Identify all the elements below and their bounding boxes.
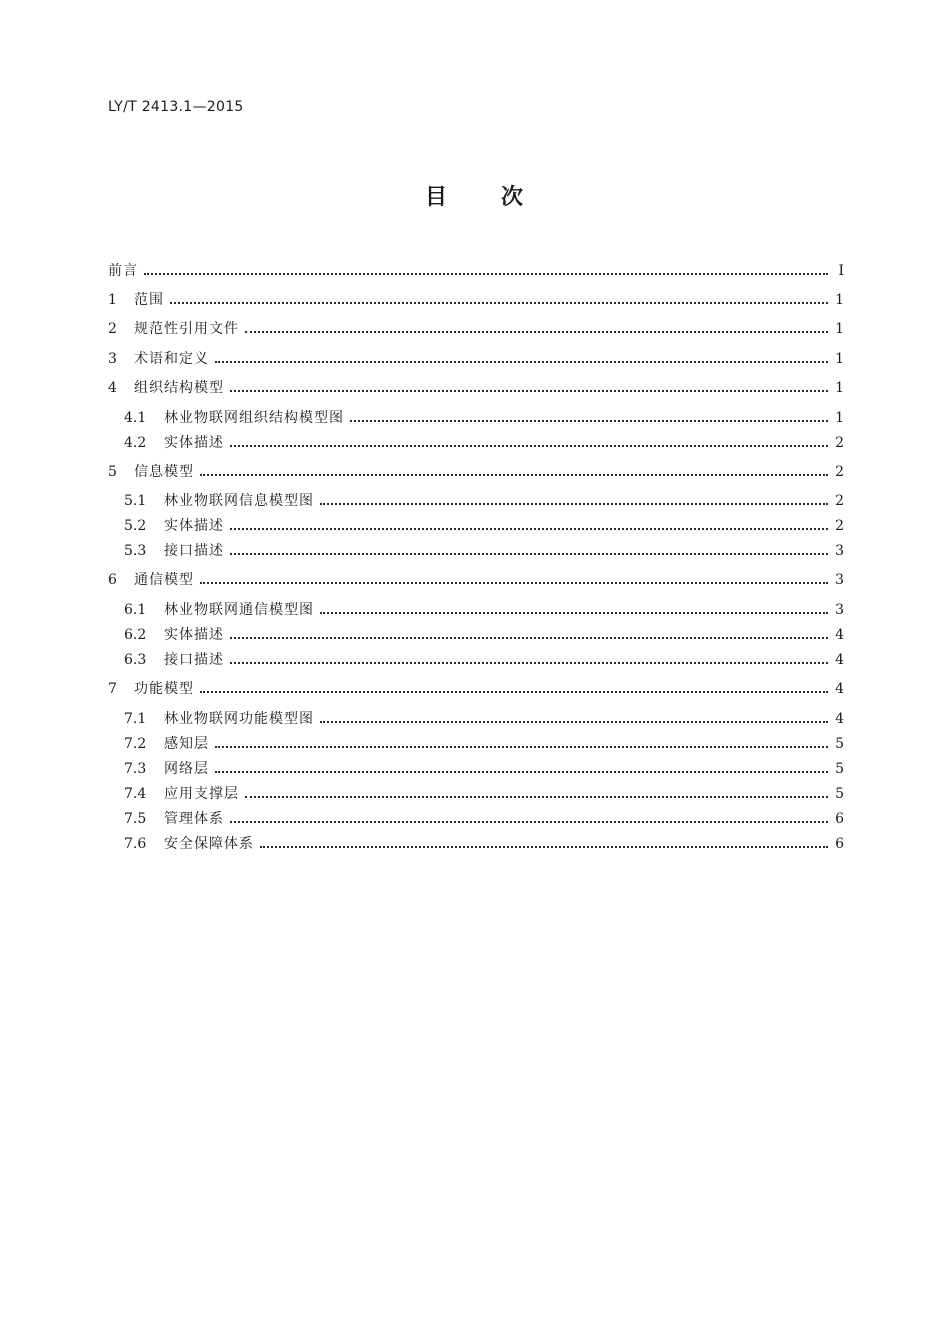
toc-leader-dots [230,820,828,823]
toc-leader-dots [144,272,828,275]
toc-entry-number: 6.2 [124,627,147,643]
toc-entry-label: 网络层 [164,761,209,777]
toc-entry[interactable] [108,261,844,281]
toc-entry-label: 术语和定义 [134,351,209,367]
toc-entry[interactable] [108,319,844,339]
toc-entry-page: 3 [835,543,844,559]
toc-entry[interactable] [124,433,844,453]
toc-leader-dots [230,444,828,447]
standard-code: LY/T 2413.1—2015 [108,99,244,115]
toc-entry-label: 林业物联网信息模型图 [164,493,314,509]
toc-entry-page: 2 [835,464,844,480]
toc-entry-page: 2 [835,493,844,509]
toc-leader-dots [215,745,828,748]
toc-entry[interactable] [124,541,844,561]
toc-leader-dots [320,720,828,723]
toc-entry-label: 前言 [108,263,138,279]
toc-entry-number: 5.2 [124,518,147,534]
toc-entry[interactable] [124,600,844,620]
toc-entry-number: 7 [108,681,117,697]
toc-entry-page: 1 [835,292,844,308]
toc-entry[interactable] [124,516,844,536]
toc-entry-number: 4.1 [124,410,147,426]
toc-leader-dots [350,419,828,422]
toc-entry-page: 1 [835,380,844,396]
toc-entry[interactable] [108,290,844,310]
toc-entry[interactable] [108,349,844,369]
toc-entry[interactable] [124,784,844,804]
toc-entry[interactable] [124,650,844,670]
toc-leader-dots [200,473,828,476]
toc-entry-page: 1 [835,410,844,426]
toc-entry[interactable] [108,462,844,482]
toc-entry-page: 1 [835,351,844,367]
toc-leader-dots [260,845,828,848]
toc-entry-number: 6.3 [124,652,147,668]
toc-entry-page: 5 [835,736,844,752]
toc-entry[interactable] [108,378,844,398]
toc-entry-page: 3 [835,602,844,618]
toc-entry-page: 6 [835,836,844,852]
page-title [0,180,950,211]
toc-entry-label: 功能模型 [134,681,194,697]
toc-entry-page: 3 [835,572,844,588]
toc-entry-number: 7.6 [124,836,147,852]
toc-leader-dots [230,389,828,392]
toc-leader-dots [200,581,828,584]
toc-leader-dots [230,636,828,639]
toc-entry-page: 4 [835,681,844,697]
toc-entry[interactable] [124,809,844,829]
toc-entry-number: 6 [108,572,117,588]
toc-leader-dots [245,795,828,798]
toc-entry-page: 2 [835,435,844,451]
toc-entry[interactable] [124,734,844,754]
page-title-part2: 次 [501,185,526,210]
toc-entry-page: 5 [835,761,844,777]
toc-leader-dots [320,611,828,614]
toc-entry-page: 6 [835,811,844,827]
toc-entry-number: 7.4 [124,786,147,802]
toc-entry[interactable] [124,759,844,779]
toc-leader-dots [245,330,828,333]
toc-entry-label: 管理体系 [164,811,224,827]
toc-entry-number: 5.3 [124,543,147,559]
toc-entry-page: 4 [835,652,844,668]
toc-entry[interactable] [124,625,844,645]
toc-entry[interactable] [108,679,844,699]
toc-entry-page: 1 [835,321,844,337]
toc-leader-dots [215,360,828,363]
toc-entry-page: 2 [835,518,844,534]
toc-entry-number: 1 [108,292,117,308]
toc-entry-label: 通信模型 [134,572,194,588]
toc-entry-number: 7.5 [124,811,147,827]
toc-entry[interactable] [124,709,844,729]
toc-entry-label: 接口描述 [164,543,224,559]
toc-leader-dots [200,690,828,693]
toc-entry-label: 林业物联网功能模型图 [164,711,314,727]
toc-entry[interactable] [124,834,844,854]
toc-entry-label: 应用支撑层 [164,786,239,802]
toc-entry-label: 信息模型 [134,464,194,480]
toc-entry-number: 7.3 [124,761,147,777]
toc-entry[interactable] [124,491,844,511]
toc-leader-dots [320,502,828,505]
toc-leader-dots [230,527,828,530]
toc-entry[interactable] [124,408,844,428]
toc-entry-label: 范围 [134,292,164,308]
toc-entry-label: 规范性引用文件 [134,321,239,337]
toc-entry[interactable] [108,570,844,590]
toc-entry-page: 4 [835,627,844,643]
toc-leader-dots [215,770,828,773]
toc-entry-label: 接口描述 [164,652,224,668]
toc-leader-dots [230,661,828,664]
toc-entry-label: 安全保障体系 [164,836,254,852]
toc-entry-label: 感知层 [164,736,209,752]
toc-entry-number: 2 [108,321,117,337]
toc-entry-page: 4 [835,711,844,727]
page-title-part1: 目 [424,185,449,210]
toc-entry-label: 实体描述 [164,435,224,451]
toc-entry-number: 5.1 [124,493,147,509]
toc-entry-label: 林业物联网通信模型图 [164,602,314,618]
toc-entry-label: 实体描述 [164,518,224,534]
toc-leader-dots [230,552,828,555]
toc-entry-number: 3 [108,351,117,367]
toc-entry-number: 6.1 [124,602,147,618]
toc-entry-number: 7.1 [124,711,147,727]
toc-entry-label: 组织结构模型 [134,380,224,396]
toc-entry-number: 4 [108,380,117,396]
toc-entry-label: 林业物联网组织结构模型图 [164,410,344,426]
toc-entry-page: 5 [835,786,844,802]
toc-entry-label: 实体描述 [164,627,224,643]
toc-entry-number: 7.2 [124,736,147,752]
toc-entry-page: Ⅰ [838,263,844,279]
toc-entry-number: 4.2 [124,435,147,451]
toc-entry-number: 5 [108,464,117,480]
toc-leader-dots [170,301,828,304]
